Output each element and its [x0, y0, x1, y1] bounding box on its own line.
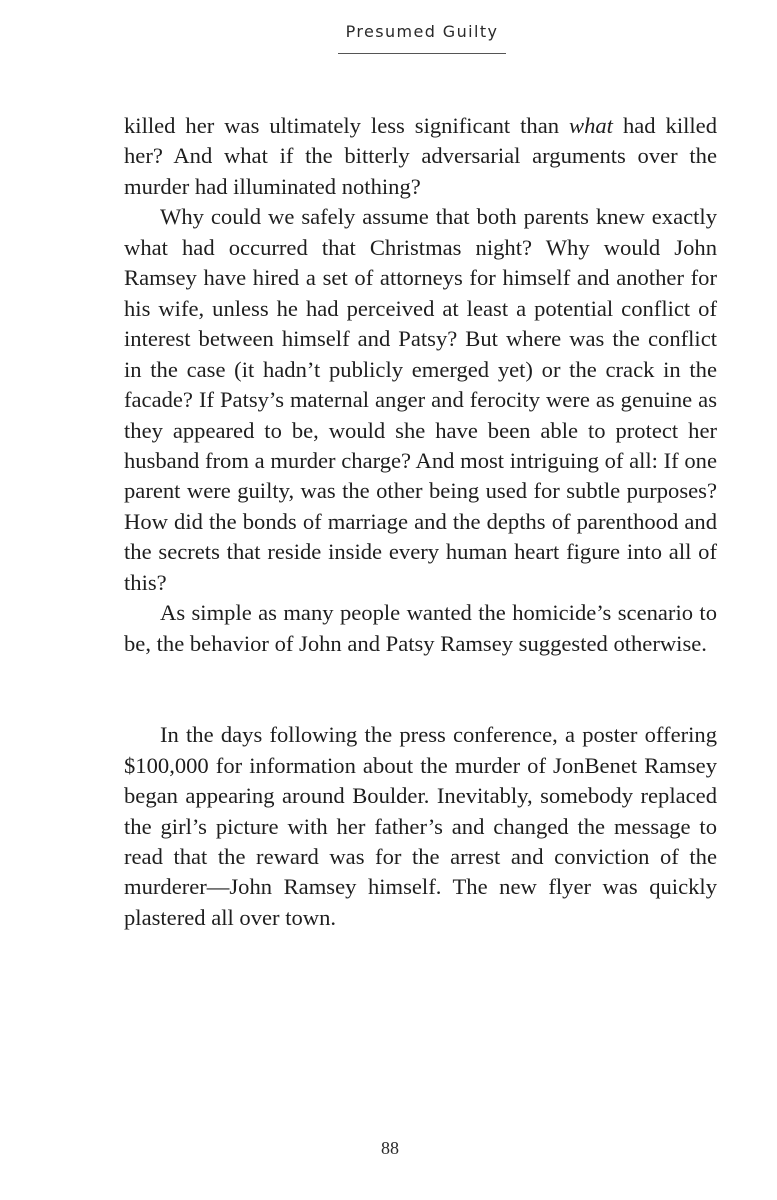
paragraph-2: Why could we safely assume that both parents knew exactly what had occurred that Christmas night? Why would John Ramsey have hired a set of attorneys for himself and another for his wife, unless he had perceived at least a potential conflict of interest between himself and Patsy? But where was the conflict in the case (it hadn’t publicly emerged yet) or the crack in the facade? If Patsy’s maternal anger and ferocity were as genuine as they appeared to be, would she have been able to protect her husband from a murder charge? And most intriguing of all: If one parent were guilty, was the other being used for subtle purposes? How did the bonds of marriage and the depths of parenthood and the secrets that reside inside every human heart figure into all of this? — [124, 204, 717, 595]
paragraph-4: In the days following the press conference, a poster offering $100,000 for information about the murder of JonBenet Ramsey began appearing around Boulder. Inevitably, somebody replaced the girl’s picture with her father’s and changed the message to read that the reward was for the arrest and conviction of the murderer—John Ramsey himself. The new flyer was quickly plastered all over town. — [124, 722, 717, 930]
paragraph-1 — [124, 111, 717, 202]
paragraph-3: As simple as many people wanted the homicide’s scenario to be, the behavior of John and Patsy Ramsey suggested otherwise. — [124, 600, 717, 656]
body-text — [124, 111, 717, 933]
running-head: Presumed Guilty — [345, 22, 499, 41]
page-number: 88 — [381, 1138, 399, 1158]
paragraph-1-start: killed her was ultimately less significant than — [124, 113, 570, 138]
section-break — [124, 659, 717, 720]
emphasis-what: what — [569, 113, 613, 138]
header-rule — [338, 53, 506, 54]
paragraph-1-end: had killed her? And what if the bitterly adversarial arguments over the murder had illuminated nothing? — [124, 113, 717, 199]
